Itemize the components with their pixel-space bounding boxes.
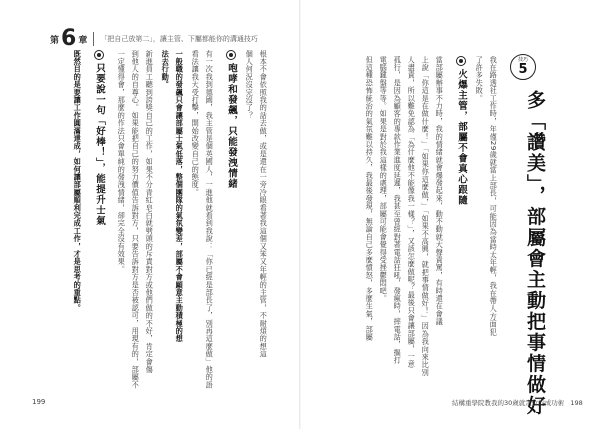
header-divider [93,32,94,46]
body-column: 當部屬辦事不力時，我的情緒就會爆發起來，動不動就大聲責罵，有時還在會議 [435,56,445,326]
body-column: 一定懂得會，那麼的作法只會單純的發洩情緒，卻完全沒有效果。 [117,50,127,274]
footer-text: 結構重學院教我的30歲就定位的成功術 [452,399,565,407]
body-column: 我在路透社工作時，年僅29歲就當上部長，可能因為當時太年輕，我在帶人方面犯 [489,56,499,336]
body-column: 但這種恐怖統治的氣氛難以持久，我最後發現，無論自己多麼憤怒，多麼生氣，部屬 [365,56,375,341]
page-number-left: 199 [32,398,46,406]
section-heading-text: 火爆主管，部屬不會真心跟隨 [456,69,467,206]
body-column: 有一次我到德國，我主管是個英國人，一進他就看到我說：「你已經是部長了，別再這麼做」他的語 [205,50,215,389]
left-page [0,0,299,429]
right-page [301,0,600,429]
chapter-number: 6 [61,26,77,51]
page-number-right: 198 [570,399,583,407]
section-heading-text: 咆哮和發飆，只能發洩情緒 [226,63,237,189]
body-column: 了許多失敗。 [475,56,485,103]
body-column: 人盡責，所以難免認為「為什麼他不能像我一樣？」，又該怎麼做呢？最後只會讓部屬，一意 [407,56,417,369]
section-heading [226,50,236,189]
chapter-header [50,28,258,50]
chapter-title: 「把自己放第二」，讓主管、下屬都能你的溝通技巧 [100,35,258,43]
tip-badge [510,54,536,80]
running-footer [452,398,583,407]
section-heading [456,56,466,206]
body-column: 看法讓我大受打擊，開始改變自己的態度。 [191,50,201,197]
body-column: 孤行，是因為顧客的專款作業進度延遲，我甚至曾經對著電話狂吼，發瘋時，摔電話，摳打 [393,56,403,364]
bullet-icon [456,56,466,66]
body-column: 上說「你這是在做什麼！」「如果你這麼做，」「如果不高興，就把事情做好！」因為我向來比別 [421,56,431,377]
body-column-emphasis: 既然目的是要讓工作圓滿達成，如何讓部屬順利完成工作，才是思考的重點。 [73,50,83,312]
section-heading-text: 只要說一句「好棒！」，能提升士氣 [94,63,105,227]
body-column-emphasis: 一般職的發飆只會讓部屬士氣低落，整個團隊的氣氛變差，部屬不會願意主動積極的想 [175,50,185,343]
body-column-emphasis: 法去行動。 [161,50,171,89]
tip-label: 技巧 [517,57,528,63]
chapter-suffix: 章 [78,35,88,46]
section-title: 多「讚美」，部屬會主動把事情做好 [524,90,546,417]
tip-number: 5 [518,62,528,77]
body-column: 根本不會依照我的話去做，或是還在一旁冷眼看著我這個又笨又年輕的主管，不耐煩的想這 [259,50,269,358]
section-heading [94,50,104,226]
bullet-icon [226,50,236,60]
body-column: 新進員工聽到誇獎自己的工作，如果不分青紅皂白就劈頭的斥責對方或他們做的不好，肯定會傷 [145,50,155,374]
body-column: 電腦鍵盤等等。如果是對於我這樣的處理，部屬可能會覺得受挫鬱悶吧。 [379,56,389,303]
chapter-prefix: 第 [50,35,60,46]
body-column: 到他人的自尊心。如果能把自己的努力價值告訴對方，只要告訴對方是否被認可，用現有的，部屬不 [131,50,141,389]
bullet-icon [94,50,104,60]
body-column: 個人何況沒完沒了？ [245,50,255,120]
